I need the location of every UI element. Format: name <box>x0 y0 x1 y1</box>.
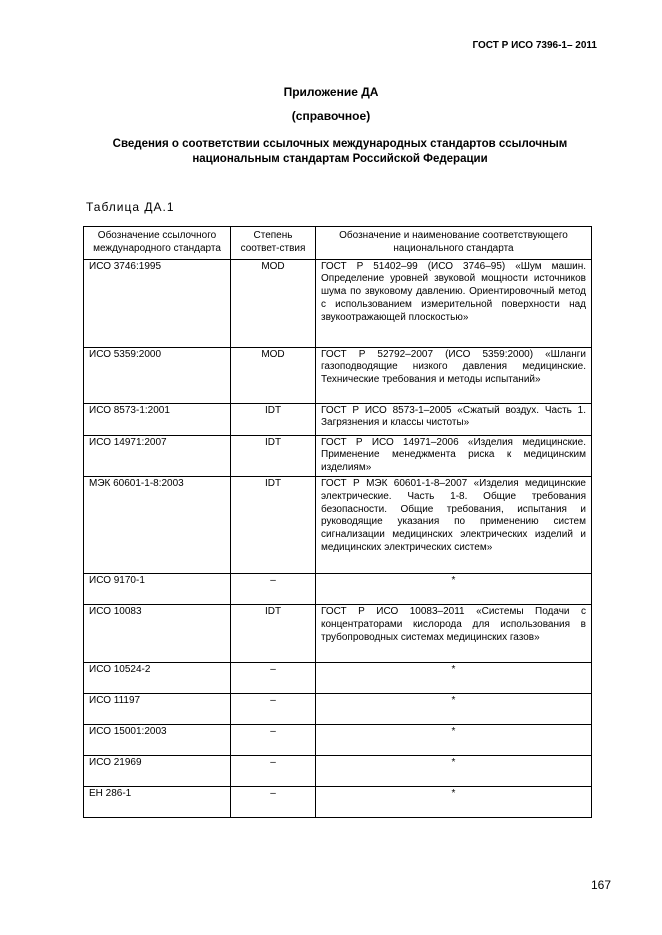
degree-of-conformity-cell: IDT <box>231 435 316 476</box>
header-international-standard: Обозначение ссылочного международного стандарта <box>84 227 231 260</box>
header-degree-of-conformity: Степень соответ-ствия <box>231 227 316 260</box>
international-standard-cell: ИСО 10524-2 <box>84 662 231 693</box>
degree-of-conformity-cell: – <box>231 786 316 817</box>
table-row <box>84 662 592 693</box>
degree-of-conformity-cell: – <box>231 755 316 786</box>
degree-of-conformity-cell: MOD <box>231 347 316 403</box>
international-standard-cell: ИСО 3746:1995 <box>84 259 231 347</box>
national-standard-cell: ГОСТ Р ИСО 14971–2006 «Изделия медицинские. Применение менеджмента риска к медицинским изделиям» <box>316 435 592 476</box>
degree-of-conformity-cell: – <box>231 724 316 755</box>
table-row <box>84 786 592 817</box>
national-standard-cell: ГОСТ Р ИСО 10083–2011 «Системы Подачи с концентраторами кислорода для использования в трубопроводных системах медицинских газов» <box>316 604 592 662</box>
international-standard-cell: ЕН 286-1 <box>84 786 231 817</box>
international-standard-cell: ИСО 5359:2000 <box>84 347 231 403</box>
table-row <box>84 403 592 435</box>
national-standard-cell: * <box>316 755 592 786</box>
national-standard-cell: * <box>316 693 592 724</box>
degree-of-conformity-cell: IDT <box>231 403 316 435</box>
table-row <box>84 755 592 786</box>
table-header-row <box>84 227 592 260</box>
section-heading-line-2: национальным стандартам Российской Федерации <box>192 153 488 165</box>
degree-of-conformity-cell: – <box>231 662 316 693</box>
international-standard-cell: МЭК 60601-1-8:2003 <box>84 476 231 573</box>
degree-of-conformity-cell: MOD <box>231 259 316 347</box>
table-row <box>84 573 592 604</box>
international-standard-cell: ИСО 15001:2003 <box>84 724 231 755</box>
international-standard-cell: ИСО 11197 <box>84 693 231 724</box>
national-standard-cell: * <box>316 573 592 604</box>
table-row <box>84 476 592 573</box>
section-heading-line-1: Сведения о соответствии ссылочных международных стандартов ссылочным <box>112 138 568 150</box>
degree-of-conformity-cell: – <box>231 573 316 604</box>
international-standard-cell: ИСО 21969 <box>84 755 231 786</box>
national-standard-cell: ГОСТ Р 51402–99 (ИСО 3746–95) «Шум машин. Определение уровней звуковой мощности источников шума по звуковому давлению. Ориентировочный метод с использованием измерительной поверхности над звукоотражающей плоскостью» <box>316 259 592 347</box>
table-row <box>84 604 592 662</box>
national-standard-cell: ГОСТ Р 52792–2007 (ИСО 5359:2000) «Шланги газоподводящие низкого давления медицинские. Технические требования и методы испытаний» <box>316 347 592 403</box>
header-national-standard: Обозначение и наименование соответствующего национального стандарта <box>316 227 592 260</box>
table-row <box>84 435 592 476</box>
section-heading <box>60 137 620 167</box>
table-row <box>84 693 592 724</box>
document-code: ГОСТ Р ИСО 7396-1– 2011 <box>472 40 597 51</box>
national-standard-cell: ГОСТ Р МЭК 60601-1-8–2007 «Изделия медицинские электрические. Часть 1-8. Общие требования безопасности. Общие требования, испытания и руководящие указания по применению систем сигнализации медицинских электрических изделий и медицинских электрических систем» <box>316 476 592 573</box>
international-standard-cell: ИСО 9170-1 <box>84 573 231 604</box>
table-row <box>84 347 592 403</box>
page-number: 167 <box>591 878 612 892</box>
national-standard-cell: * <box>316 786 592 817</box>
international-standard-cell: ИСО 14971:2007 <box>84 435 231 476</box>
international-standard-cell: ИСО 10083 <box>84 604 231 662</box>
degree-of-conformity-cell: IDT <box>231 604 316 662</box>
table-body <box>84 259 592 817</box>
appendix-subtitle: (справочное) <box>291 109 371 123</box>
standards-correspondence-table <box>83 226 592 818</box>
table-caption: Таблица ДА.1 <box>86 200 175 214</box>
degree-of-conformity-cell: IDT <box>231 476 316 573</box>
table-row <box>84 259 592 347</box>
national-standard-cell: * <box>316 662 592 693</box>
table-row <box>84 724 592 755</box>
national-standard-cell: ГОСТ Р ИСО 8573-1–2005 «Сжатый воздух. Часть 1. Загрязнения и классы чистоты» <box>316 403 592 435</box>
national-standard-cell: * <box>316 724 592 755</box>
international-standard-cell: ИСО 8573-1:2001 <box>84 403 231 435</box>
appendix-title: Приложение ДА <box>283 85 379 99</box>
degree-of-conformity-cell: – <box>231 693 316 724</box>
